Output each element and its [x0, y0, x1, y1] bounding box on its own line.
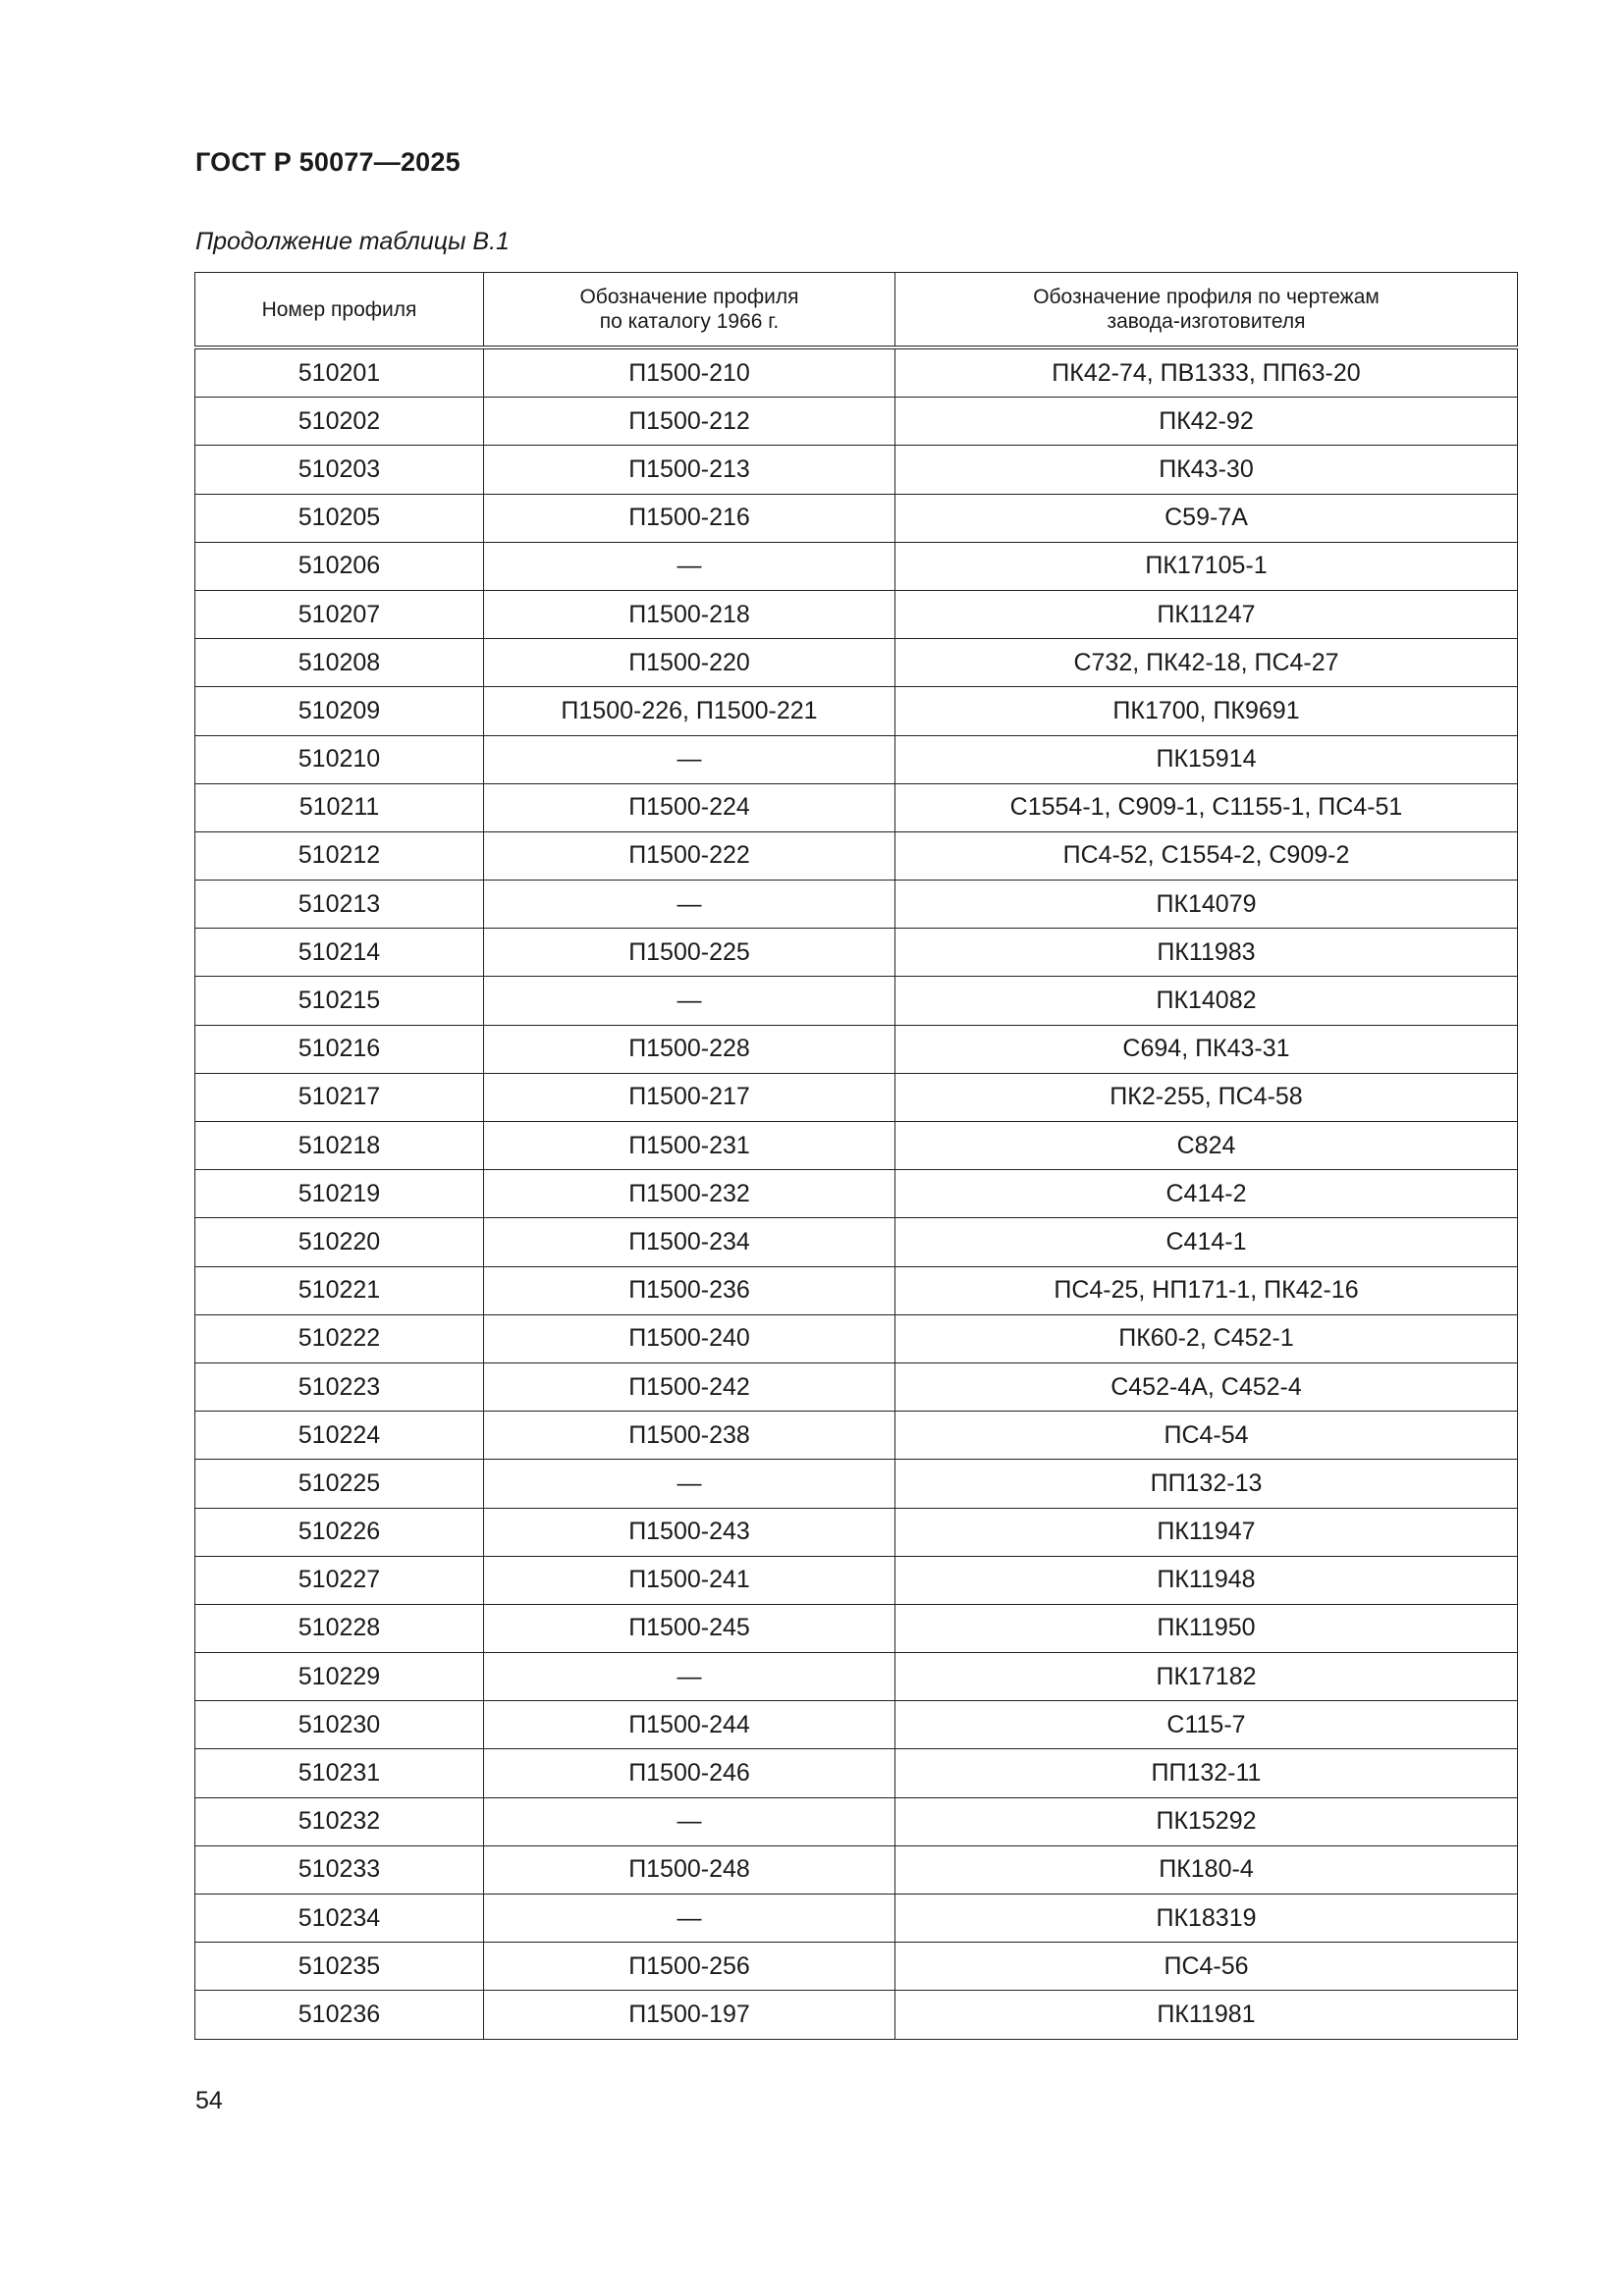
cell-catalog-designation: —	[484, 977, 895, 1025]
cell-factory-designation: ПК14079	[895, 881, 1518, 929]
cell-profile-number: 510233	[195, 1845, 484, 1894]
cell-profile-number: 510201	[195, 347, 484, 398]
table-row	[195, 1943, 1518, 1991]
table-row	[195, 398, 1518, 446]
cell-factory-designation: ПК11950	[895, 1604, 1518, 1652]
profile-table	[194, 272, 1518, 2040]
cell-profile-number: 510215	[195, 977, 484, 1025]
cell-catalog-designation: П1500-225	[484, 929, 895, 977]
cell-profile-number: 510212	[195, 831, 484, 880]
cell-factory-designation: ПК180-4	[895, 1845, 1518, 1894]
table-caption: Продолжение таблицы В.1	[195, 228, 510, 255]
table-header-row	[195, 273, 1518, 348]
cell-profile-number: 510219	[195, 1170, 484, 1218]
cell-profile-number: 510209	[195, 687, 484, 735]
cell-catalog-designation: П1500-213	[484, 446, 895, 494]
cell-catalog-designation: П1500-212	[484, 398, 895, 446]
cell-profile-number: 510213	[195, 881, 484, 929]
header-catalog-designation	[484, 273, 895, 348]
cell-profile-number: 510234	[195, 1895, 484, 1943]
cell-profile-number: 510222	[195, 1314, 484, 1362]
cell-profile-number: 510228	[195, 1604, 484, 1652]
table-row	[195, 1845, 1518, 1894]
table-row	[195, 446, 1518, 494]
cell-factory-designation: ПК11947	[895, 1508, 1518, 1556]
cell-catalog-designation: П1500-210	[484, 347, 895, 398]
cell-catalog-designation: П1500-238	[484, 1412, 895, 1460]
cell-profile-number: 510227	[195, 1556, 484, 1604]
cell-catalog-designation: П1500-244	[484, 1701, 895, 1749]
cell-catalog-designation: П1500-236	[484, 1266, 895, 1314]
cell-factory-designation: ПК18319	[895, 1895, 1518, 1943]
table-row	[195, 1604, 1518, 1652]
cell-catalog-designation: —	[484, 542, 895, 590]
table-row	[195, 783, 1518, 831]
cell-profile-number: 510211	[195, 783, 484, 831]
table-row	[195, 1218, 1518, 1266]
cell-factory-designation: ПК14082	[895, 977, 1518, 1025]
table-row	[195, 1122, 1518, 1170]
cell-profile-number: 510216	[195, 1025, 484, 1073]
table-body	[195, 347, 1518, 2039]
cell-profile-number: 510218	[195, 1122, 484, 1170]
table-row	[195, 1749, 1518, 1797]
cell-catalog-designation: П1500-228	[484, 1025, 895, 1073]
cell-factory-designation: ПК11247	[895, 590, 1518, 638]
cell-factory-designation: ПП132-13	[895, 1460, 1518, 1508]
table-row	[195, 831, 1518, 880]
table-row	[195, 494, 1518, 542]
cell-factory-designation: ПК42-74, ПВ1333, ПП63-20	[895, 347, 1518, 398]
cell-catalog-designation: П1500-232	[484, 1170, 895, 1218]
cell-profile-number: 510232	[195, 1797, 484, 1845]
cell-factory-designation: ПК42-92	[895, 398, 1518, 446]
cell-catalog-designation: П1500-217	[484, 1073, 895, 1121]
cell-factory-designation: С414-1	[895, 1218, 1518, 1266]
cell-catalog-designation: П1500-256	[484, 1943, 895, 1991]
cell-factory-designation: ПК11981	[895, 1991, 1518, 2039]
table-row	[195, 687, 1518, 735]
table-row	[195, 1412, 1518, 1460]
header-line: Обозначение профиля	[579, 286, 799, 308]
cell-catalog-designation: П1500-220	[484, 639, 895, 687]
table-header	[195, 273, 1518, 348]
cell-catalog-designation: —	[484, 881, 895, 929]
cell-factory-designation: ПС4-56	[895, 1943, 1518, 1991]
cell-catalog-designation: П1500-242	[484, 1362, 895, 1411]
table-row	[195, 929, 1518, 977]
cell-factory-designation: С1554-1, С909-1, С1155-1, ПС4-51	[895, 783, 1518, 831]
cell-factory-designation: ПК43-30	[895, 446, 1518, 494]
cell-factory-designation: С452-4А, С452-4	[895, 1362, 1518, 1411]
cell-catalog-designation: П1500-224	[484, 783, 895, 831]
table-row	[195, 881, 1518, 929]
cell-catalog-designation: П1500-241	[484, 1556, 895, 1604]
cell-factory-designation: ПК15914	[895, 735, 1518, 783]
cell-factory-designation: ПК17105-1	[895, 542, 1518, 590]
header-line: Обозначение профиля по чертежам	[1033, 286, 1380, 308]
cell-profile-number: 510214	[195, 929, 484, 977]
cell-factory-designation: ПС4-54	[895, 1412, 1518, 1460]
cell-factory-designation: ПК60-2, С452-1	[895, 1314, 1518, 1362]
cell-profile-number: 510225	[195, 1460, 484, 1508]
cell-profile-number: 510217	[195, 1073, 484, 1121]
page-number: 54	[195, 2087, 223, 2114]
cell-catalog-designation: —	[484, 1653, 895, 1701]
cell-catalog-designation: —	[484, 1895, 895, 1943]
header-line: завода-изготовителя	[1107, 310, 1306, 333]
cell-factory-designation: С694, ПК43-31	[895, 1025, 1518, 1073]
cell-profile-number: 510231	[195, 1749, 484, 1797]
table-row	[195, 1508, 1518, 1556]
header-factory-designation	[895, 273, 1518, 348]
cell-factory-designation: ПК11948	[895, 1556, 1518, 1604]
cell-profile-number: 510203	[195, 446, 484, 494]
cell-profile-number: 510229	[195, 1653, 484, 1701]
table-row	[195, 1073, 1518, 1121]
cell-catalog-designation: П1500-218	[484, 590, 895, 638]
cell-profile-number: 510223	[195, 1362, 484, 1411]
cell-catalog-designation: П1500-248	[484, 1845, 895, 1894]
table-row	[195, 1701, 1518, 1749]
cell-factory-designation: ПС4-25, НП171-1, ПК42-16	[895, 1266, 1518, 1314]
cell-factory-designation: ПК2-255, ПС4-58	[895, 1073, 1518, 1121]
table-row	[195, 1991, 1518, 2039]
cell-profile-number: 510210	[195, 735, 484, 783]
table-row	[195, 1797, 1518, 1845]
table-row	[195, 1556, 1518, 1604]
cell-profile-number: 510230	[195, 1701, 484, 1749]
table-row	[195, 639, 1518, 687]
table-row	[195, 735, 1518, 783]
header-line: по каталогу 1966 г.	[599, 310, 780, 333]
header-line: Номер профиля	[261, 297, 417, 321]
table-row	[195, 1025, 1518, 1073]
cell-profile-number: 510206	[195, 542, 484, 590]
cell-profile-number: 510224	[195, 1412, 484, 1460]
cell-catalog-designation: П1500-222	[484, 831, 895, 880]
table-row	[195, 1314, 1518, 1362]
cell-catalog-designation: П1500-246	[484, 1749, 895, 1797]
cell-catalog-designation: П1500-243	[484, 1508, 895, 1556]
cell-factory-designation: ПС4-52, С1554-2, С909-2	[895, 831, 1518, 880]
cell-profile-number: 510205	[195, 494, 484, 542]
cell-profile-number: 510202	[195, 398, 484, 446]
cell-catalog-designation: П1500-245	[484, 1604, 895, 1652]
cell-catalog-designation: —	[484, 1797, 895, 1845]
header-profile-number	[195, 273, 484, 348]
table-row	[195, 1362, 1518, 1411]
cell-catalog-designation: П1500-231	[484, 1122, 895, 1170]
cell-factory-designation: ПК11983	[895, 929, 1518, 977]
cell-profile-number: 510226	[195, 1508, 484, 1556]
cell-profile-number: 510220	[195, 1218, 484, 1266]
cell-factory-designation: С824	[895, 1122, 1518, 1170]
cell-factory-designation: ПП132-11	[895, 1749, 1518, 1797]
cell-factory-designation: ПК17182	[895, 1653, 1518, 1701]
cell-catalog-designation: П1500-240	[484, 1314, 895, 1362]
table-row	[195, 1653, 1518, 1701]
table-row	[195, 1460, 1518, 1508]
cell-profile-number: 510208	[195, 639, 484, 687]
table-row	[195, 1266, 1518, 1314]
cell-factory-designation: ПК1700, ПК9691	[895, 687, 1518, 735]
table-row	[195, 542, 1518, 590]
cell-profile-number: 510221	[195, 1266, 484, 1314]
cell-catalog-designation: П1500-226, П1500-221	[484, 687, 895, 735]
cell-factory-designation: С59-7А	[895, 494, 1518, 542]
cell-catalog-designation: —	[484, 1460, 895, 1508]
table-row	[195, 977, 1518, 1025]
cell-factory-designation: ПК15292	[895, 1797, 1518, 1845]
cell-catalog-designation: П1500-197	[484, 1991, 895, 2039]
table-row	[195, 590, 1518, 638]
cell-factory-designation: С732, ПК42-18, ПС4-27	[895, 639, 1518, 687]
cell-factory-designation: С414-2	[895, 1170, 1518, 1218]
cell-catalog-designation: П1500-216	[484, 494, 895, 542]
cell-profile-number: 510207	[195, 590, 484, 638]
cell-catalog-designation: П1500-234	[484, 1218, 895, 1266]
cell-catalog-designation: —	[484, 735, 895, 783]
table-row	[195, 1170, 1518, 1218]
cell-factory-designation: С115-7	[895, 1701, 1518, 1749]
table-row	[195, 347, 1518, 398]
cell-profile-number: 510235	[195, 1943, 484, 1991]
table-row	[195, 1895, 1518, 1943]
cell-profile-number: 510236	[195, 1991, 484, 2039]
document-standard-title: ГОСТ Р 50077—2025	[195, 147, 460, 177]
